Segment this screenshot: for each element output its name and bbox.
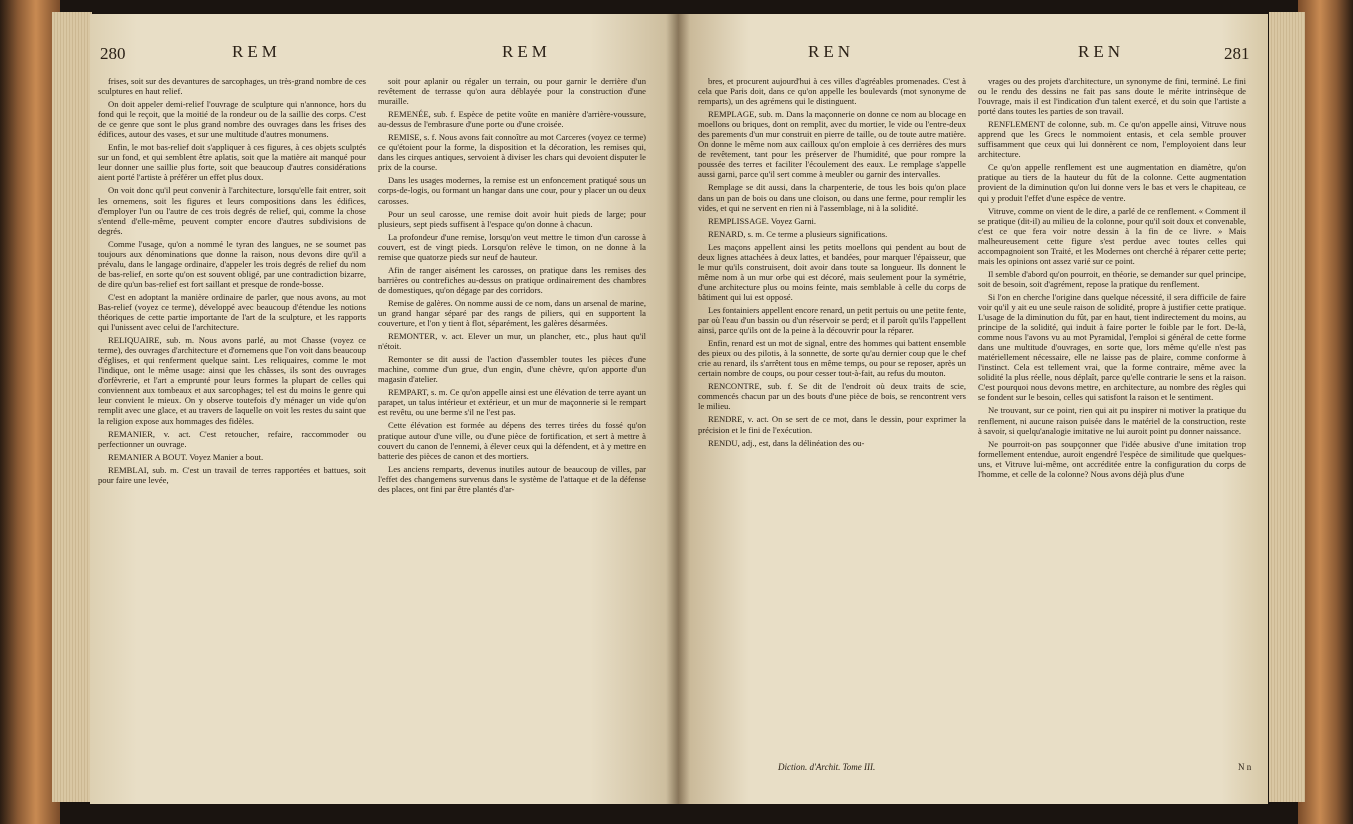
paragraph: REMANIER A BOUT. Voyez Manier a bout. — [108, 451, 264, 462]
paragraph: Ce qu'on appelle renflement est une augmentation en diamètre, qu'on pratique au tiers de la hauteur du fût de la colonne. Cette augmentation provient de la diminution qu'on lui donne vers le bas et vers le chapiteau, ce qui y produit l'effet d'une espèce de ventre. — [978, 162, 1246, 203]
paragraph: Les fontainiers appellent encore renard, un petit pertuis ou une petite fente, par où l'eau d'un bassin ou d'un réservoir se perd; et il paroît qu'ils l'appellent ainsi, parce qu'ils ont de la peine à la découvrir pour la réparer. — [698, 304, 966, 336]
paragraph: Ne trouvant, sur ce point, rien qui ait pu inspirer ni motiver la pratique du renflement, ni aucune raison puisée dans le matériel de la construction, reste à savoir, si quelqu'analogie imitative ne lui auroit point pu donner naissance. — [978, 405, 1246, 436]
paragraph: REMENÉE, sub. f. Espèce de petite voûte en manière d'arrière-voussure, au-dessus de l'embrasure d'une porte ou d'une croisée. — [378, 109, 646, 130]
paragraph: vrages ou des projets d'architecture, un synonyme de fini, terminé. Le fini ou le rendu des dessins ne fait pas sans doute le mérite intrinsèque de l'ouvrage, mais il est l'indication d'un talent exercé, et du soin que l'artiste a porté dans toutes les parties de son travail. — [978, 76, 1246, 117]
paragraph: Si l'on en cherche l'origine dans quelque nécessité, il sera difficile de faire voir qu'il y ait eu une seule raison de solidité, propre à justifier cette pratique. L'usage de la diminution du fût, par en haut, tient indirectement du moins, au principe de la solidité, qui induit à faire porter le foible par le fort. De-là, comme nous l'avons vu au mot Pyramidal, l'emploi si général de cette forme dans une multitude d'ouvrages, en sorte que, lors même qu'elle n'est pas matériellement nécessaire, elle ne laisse pas de plaire, comme conforme à l'instinct. Cela est tellement vrai, que la forme contraire, même avec la solidité la plus réelle, nous déplaît, parce qu'elle contrarie le sens et la raison. C'est pourquoi nous devons mettre, en architecture, au nombre des règles qui se fondent sur le besoin, celles qui satisfont la raison et le sentiment. — [978, 291, 1246, 403]
paragraph: La profondeur d'une remise, lorsqu'on veut mettre le timon d'un carosse à couvert, est de vingt pieds. Lorsqu'on relève le timon, on ne donne à la remise que quatorze pieds sur neuf de hauteur. — [378, 231, 646, 262]
paragraph: Enfin, renard est un mot de signal, entre des hommes qui battent ensemble des pieux ou des pilotis, à la sonnette, de sorte qu'au dernier coup que le chef crie au renard, ils s'arrêtent tous en même temps, ou pour se reposer, après un certain nombre de coups, ou pour cesser tout-à-fait, au refus du mouton. — [698, 338, 966, 379]
running-head: REM — [502, 42, 551, 61]
paragraph: REMBLAI, sub. m. C'est un travail de terres rapportées et battues, soit pour faire une levée, — [98, 464, 366, 485]
left-page — [90, 14, 678, 804]
paragraph: frises, soit sur des devantures de sarcophages, un très-grand nombre de ces sculptures en haut relief. — [98, 76, 366, 97]
text-column-2 — [978, 76, 1246, 482]
page-edges-right — [1269, 12, 1305, 802]
paragraph: On voit donc qu'il peut convenir à l'architecture, lorsqu'elle fait entrer, soit les ornemens, soit les figures et leurs compositions dans les édifices, d'employer l'un ou l'autre de ces trois degrés de relief, qui, comme la chose s'entend d'elle-même, peuvent compter encore d'autres subdivisions de degrés. — [98, 185, 366, 236]
paragraph: REMANIER, v. act. C'est retoucher, refaire, raccommoder ou perfectionner un ouvrage. — [98, 428, 366, 449]
paragraph: RENARD, s. m. Ce terme a plusieurs significations. — [708, 228, 888, 239]
signature-mark: N n — [1238, 762, 1252, 772]
book-cover-left — [0, 0, 60, 824]
paragraph: Les anciens remparts, devenus inutiles autour de beaucoup de villes, par l'effet des changemens survenus dans le système de l'attaque et de la défense des places, ont fini par être plantés d'ar- — [378, 463, 646, 494]
book-cover-right — [1298, 0, 1353, 824]
page-edges-left — [52, 12, 92, 802]
paragraph: RENDRE, v. act. On se sert de ce mot, dans le dessin, pour exprimer la précision et le fini de l'exécution. — [698, 414, 966, 435]
paragraph: Remonter se dit aussi de l'action d'assembler toutes les pièces d'une machine, comme d'un grue, d'un engin, d'une chèvre, qu'on apporte d'un magasin d'atelier. — [378, 354, 646, 385]
page-number-left: 280 — [100, 44, 126, 63]
running-head: REN — [1078, 42, 1124, 61]
running-head: REN — [808, 42, 854, 61]
paragraph: Comme l'usage, qu'on a nommé le tyran des langues, ne se soumet pas toujours aux dénominations que donne la raison, nous devons dire qu'il a prévalu, dans le langage ordinaire, d'appeler les trois degrés de relief du nom de bas-relief, en sorte qu'on est souvent obligé, par une contradiction bizarre, de dire qu'un bas-relief est fort saillant et presque de ronde-bosse. — [98, 238, 366, 289]
right-page — [678, 14, 1268, 804]
paragraph: RELIQUAIRE, sub. m. Nous avons parlé, au mot Chasse (voyez ce terme), des ouvrages d'architecture et d'ornemens que l'on voit dans beaucoup d'églises, et qui renferment quelque saint. Les reliquaires, comme le mot l'indique, ont le même usage: ainsi que les châsses, ils sont des ouvrages d'orfèvrerie, et l'art a emprunté pour leurs formes la plupart de celles qui conviennent aux tombeaux et aux sarcophages; tel est du moins le genre qui leur convient le mieux. On y observe toutefois d'y ménager un vide qu'on remplit avec une glace, et au travers de laquelle on voit les restes du saint que la religion expose aux hommages des fidèles. — [98, 335, 366, 426]
paragraph: C'est en adoptant la manière ordinaire de parler, que nous avons, au mot Bas-relief (voyez ce terme), développé avec beaucoup d'étendue les notions théoriques de cette partie importante de l'art de la sculpture, et les rapports qui l'unissent avec celui de l'architecture. — [98, 291, 366, 333]
paragraph: Pour un seul carosse, une remise doit avoir huit pieds de large; pour plusieurs, sept pieds suffisent à l'espace qu'on donne à chacun. — [378, 208, 646, 229]
paragraph: Les maçons appellent ainsi les petits moellons qui pendent au bout de deux lignes attachées à deux lattes, et bandées, pour marquer l'épaisseur, que le mur qu'ils construisent, doit avoir dans toute sa longueur. Ils donnent le même nom à un mur orbe qui est décoré, mais seulement pour la symétrie, d'une architecture plus ou moins feinte, mais semblable à celle du corps de bâtiment qui lui est opposé. — [698, 241, 966, 302]
paragraph: Cette élévation est formée au dépens des terres tirées du fossé qu'on pratique autour d'une ville, ou d'une pièce de fortification, et sert à mettre à couvert du canon de l'ennemi, à élever ceux qui la défendent, et à y mettre en batterie des pièces de canon et des mortiers. — [378, 420, 646, 461]
paragraph: RENDU, adj., est, dans la délinéation des ou- — [708, 437, 865, 448]
paragraph: Remise de galères. On nomme aussi de ce nom, dans un arsenal de marine, un grand hangar séparé par des rangs de piliers, qui en supportent la couverture, et l'on y tient à flot, séparément, les galères désarmées. — [378, 297, 646, 329]
paragraph: REMPART, s. m. Ce qu'on appelle ainsi est une élévation de terre ayant un parapet, un talus intérieur et extérieur, et un mur de maçonnerie si le rempart est revêtu, ou une berme s'il ne l'est pas. — [378, 387, 646, 418]
paragraph: Remplage se dit aussi, dans la charpenterie, de tous les bois qu'on place dans un pan de bois ou dans une cloison, ou dans une ferme, pour remplir les vides, et qui ne servent en rien ni à l'assemblage, ni à la solidité. — [698, 182, 966, 213]
paragraph: RENFLEMENT de colonne, sub. m. Ce qu'on appelle ainsi, Vitruve nous apprend que les Grecs le nommoient entasis, et cela semble prouver suffisamment que ceux qui lui donnèrent ce nom, l'employoient dans leur architecture. — [978, 119, 1246, 160]
paragraph: Dans les usages modernes, la remise est un enfoncement pratiqué sous un corps-de-logis, ou formant un hangar dans une cour, pour y placer un ou deux carosses. — [378, 175, 646, 206]
page-footer: Diction. d'Archit. Tome III. — [778, 762, 876, 772]
paragraph: RENCONTRE, sub. f. Se dit de l'endroit où deux traits de scie, commencés chacun par un des bouts d'une pièce de bois, se rencontrent vers le milieu. — [698, 381, 966, 412]
text-column-2 — [378, 76, 646, 497]
paragraph: Afin de ranger aisément les carosses, on pratique dans les remises des barrières ou contrefiches au-dessus on pratique ordinairement des chambres de domestiques, qu'on dégage par des corridors. — [378, 264, 646, 295]
paragraph: Ne pourroit-on pas soupçonner que l'idée abusive d'une imitation trop formellement entendue, auroit engendré l'espèce de similitude que quelques-uns, et Vitruve lui-même, ont accréditée entre la configuration du corps de l'homme, et celle de la colonne? Nous avons déjà plus d'une — [978, 438, 1246, 479]
text-column-1 — [698, 76, 966, 451]
text-column-1 — [98, 76, 366, 488]
paragraph: soit pour aplanir ou régaler un terrain, ou pour garnir le derrière d'un revêtement de terrasse qu'on aura déblayée pour la construction d'une muraille. — [378, 76, 646, 107]
paragraph: Enfin, le mot bas-relief doit s'appliquer à ces figures, à ces objets sculptés sur un fond, et qui semblent être aplatis, soit que la matière ait manqué pour leur donner une saillie plus forte, soit que beaucoup d'autres considérations aient porté l'artiste à préférer un effet plus doux. — [98, 142, 366, 183]
paragraph: Vitruve, comme on vient de le dire, a parlé de ce renflement. « Comment il se pratique (dit-il) au milieu de la colonne, pour qu'il soit doux et convenable, c'est ce que fera voir notre dessin à la fin de ce livre. » Mais malheureusement cette figure s'est perdue avec toutes celles qui accompagnoient son Traité, et les Modernes ont cherché à réparer cette perte; mais les opinions ont assez varié sur ce point. — [978, 205, 1246, 266]
paragraph: REMONTER, v. act. Elever un mur, un plancher, etc., plus haut qu'il n'étoit. — [378, 331, 646, 352]
paragraph: REMPLAGE, sub. m. Dans la maçonnerie on donne ce nom au blocage en moellons ou briques, dont on remplit, avec du mortier, le vide ou l'entre-deux des parements d'un mur construit en pierre de taille, ou de toute autre matière. On donne le même nom aux cailloux qu'on emploie à ces derrières des murs de revêtement, tant pour les préserver de l'humidité, que pour rompre la poussée des terres et faciliter l'écoulement des eaux. Le remplage s'appelle aussi garni, parce qu'il sert comme à meubler ou garnir des intervalles. — [698, 109, 966, 180]
paragraph: Il semble d'abord qu'on pourroit, en théorie, se demander sur quel principe, soit de besoin, soit d'agrément, repose la pratique du renflement. — [978, 268, 1246, 289]
paragraph: REMISE, s. f. Nous avons fait connoître au mot Carceres (voyez ce terme) ce qu'étoient pour la forme, la disposition et la décoration, les remises qui, dans les cirques antiques, servoient à diviser les chars qui devoient disputer le prix de la course. — [378, 132, 646, 173]
book-gutter — [666, 14, 690, 804]
page-number-right: 281 — [1224, 44, 1250, 63]
paragraph: bres, et procurent aujourd'hui à ces villes d'agréables promenades. C'est à cela que Paris doit, dans ce qu'on appelle les boulevards (mot synonyme de remparts), un des agrémens qui le distinguent. — [698, 76, 966, 107]
paragraph: REMPLISSAGE. Voyez Garni. — [708, 215, 817, 226]
running-head: REM — [232, 42, 281, 61]
paragraph: On doit appeler demi-relief l'ouvrage de sculpture qui n'annonce, hors du fond qui le reçoit, que la moitié de la rondeur ou de la saillie des corps. C'est de ce genre que sont le plus grand nombre des ouvrages dans les frises des édifices, autour des vases, et sur une multitude d'autres monumens. — [98, 99, 366, 140]
